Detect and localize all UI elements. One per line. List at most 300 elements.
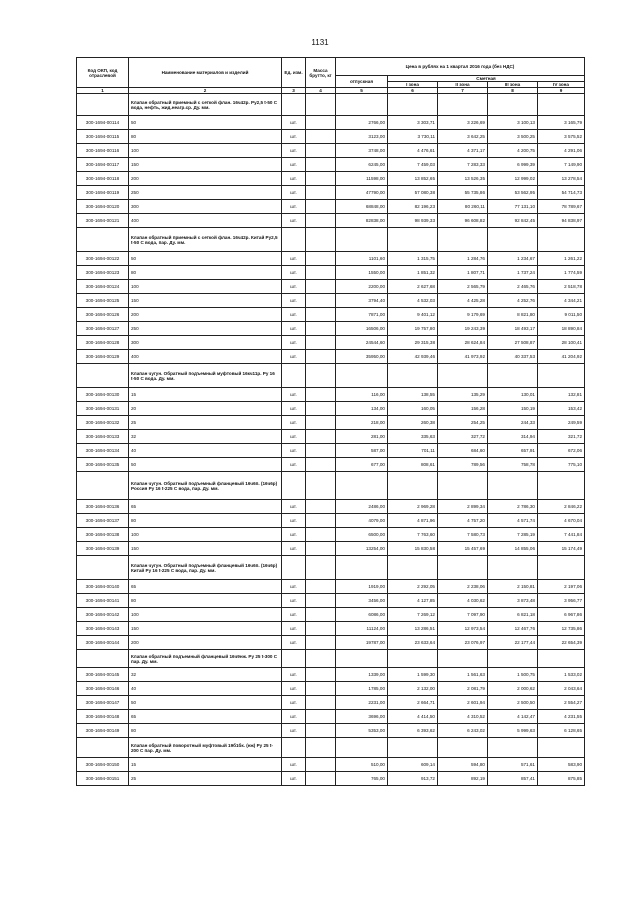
group-title-row: [77, 556, 585, 580]
cell-zone-1: 335,63: [388, 430, 438, 444]
table-row: [77, 622, 585, 636]
cell-unit: шт.: [282, 542, 306, 556]
cell-code: 300-1694-00127: [77, 322, 129, 336]
cell-size: 65: [129, 500, 282, 514]
table-row: [77, 608, 585, 622]
table-row: [77, 710, 585, 724]
cell-zone-4: 2 554,27: [538, 696, 585, 710]
header-estimate: Сметная: [388, 76, 585, 82]
cell-zone-3: 6 821,18: [488, 608, 538, 622]
cell-release-price: 11124,00: [336, 622, 388, 636]
cell-zone-2: 19 243,39: [438, 322, 488, 336]
cell-zone-4: 775,10: [538, 458, 585, 472]
cell-code: 300-1694-00149: [77, 724, 129, 738]
cell-size: 25: [129, 772, 282, 786]
table-row: [77, 430, 585, 444]
group-empty-cell: [388, 472, 438, 500]
cell-zone-1: 4 476,61: [388, 144, 438, 158]
cell-unit: шт.: [282, 214, 306, 228]
cell-zone-4: 2 846,22: [538, 500, 585, 514]
cell-zone-1: 23 633,64: [388, 636, 438, 650]
cell-size: 300: [129, 200, 282, 214]
group-empty-cell: [388, 556, 438, 580]
table-row: [77, 402, 585, 416]
cell-zone-4: 41 204,92: [538, 350, 585, 364]
cell-code: 300-1694-00143: [77, 622, 129, 636]
cell-zone-2: 1 561,63: [438, 668, 488, 682]
cell-size: 400: [129, 214, 282, 228]
table-row: [77, 172, 585, 186]
cell-mass: [306, 416, 336, 430]
group-empty-cell: [538, 650, 585, 668]
group-empty-cell: [388, 650, 438, 668]
cell-unit: шт.: [282, 130, 306, 144]
cell-unit: шт.: [282, 668, 306, 682]
group-empty-cell: [282, 94, 306, 116]
group-empty-cell: [336, 738, 388, 758]
cell-mass: [306, 710, 336, 724]
cell-size: 20: [129, 402, 282, 416]
cell-release-price: 6245,00: [336, 158, 388, 172]
table-header: [77, 58, 585, 94]
cell-mass: [306, 322, 336, 336]
cell-zone-4: 22 654,39: [538, 636, 585, 650]
cell-code: 300-1694-00121: [77, 214, 129, 228]
cell-unit: шт.: [282, 388, 306, 402]
cell-code: 300-1694-00117: [77, 158, 129, 172]
table-row: [77, 158, 585, 172]
cell-unit: шт.: [282, 266, 306, 280]
group-empty-cell: [488, 94, 538, 116]
cell-release-price: 2766,00: [336, 116, 388, 130]
cell-zone-3: 314,94: [488, 430, 538, 444]
cell-zone-1: 9 401,12: [388, 308, 438, 322]
cell-code: 300-1694-00138: [77, 528, 129, 542]
group-empty-cell: [282, 650, 306, 668]
group-title: Клапан чугун. Обратный подъемный муфтовый 16кч11р. Ру 16 t-50 С вода. Ду. мм.: [129, 364, 282, 388]
header-zone-2: II зона: [438, 82, 488, 88]
cell-size: 80: [129, 130, 282, 144]
table-row: [77, 594, 585, 608]
cell-zone-2: 4 030,62: [438, 594, 488, 608]
cell-size: 100: [129, 528, 282, 542]
cell-zone-2: 4 425,28: [438, 294, 488, 308]
cell-size: 50: [129, 252, 282, 266]
cell-mass: [306, 514, 336, 528]
cell-zone-3: 77 131,10: [488, 200, 538, 214]
cell-zone-4: 6 967,86: [538, 608, 585, 622]
cell-zone-2: 684,60: [438, 444, 488, 458]
cell-zone-3: 1 500,75: [488, 668, 538, 682]
cell-zone-3: 150,19: [488, 402, 538, 416]
cell-size: 150: [129, 622, 282, 636]
cell-zone-3: 2 150,81: [488, 580, 538, 594]
cell-mass: [306, 444, 336, 458]
cell-mass: [306, 144, 336, 158]
cell-zone-1: 4 127,85: [388, 594, 438, 608]
table-body: [77, 94, 585, 786]
cell-release-price: 68848,00: [336, 200, 388, 214]
cell-release-price: 3456,00: [336, 594, 388, 608]
cell-zone-3: 92 842,45: [488, 214, 538, 228]
table-row: [77, 280, 585, 294]
cell-unit: шт.: [282, 158, 306, 172]
cell-mass: [306, 636, 336, 650]
group-empty-cell: [282, 738, 306, 758]
cell-code: 300-1694-00115: [77, 130, 129, 144]
cell-zone-2: 2 238,06: [438, 580, 488, 594]
group-title-row: [77, 650, 585, 668]
cell-mass: [306, 308, 336, 322]
cell-zone-1: 82 196,23: [388, 200, 438, 214]
group-empty-cell: [438, 228, 488, 252]
group-empty-cell: [336, 94, 388, 116]
table-row: [77, 458, 585, 472]
cell-zone-1: 4 414,50: [388, 710, 438, 724]
cell-release-price: 47790,00: [336, 186, 388, 200]
cell-zone-4: 249,59: [538, 416, 585, 430]
cell-mass: [306, 696, 336, 710]
cell-unit: шт.: [282, 696, 306, 710]
table-row: [77, 252, 585, 266]
cell-code: 300-1694-00130: [77, 388, 129, 402]
cell-zone-3: 12 467,76: [488, 622, 538, 636]
cell-zone-4: 7 149,90: [538, 158, 585, 172]
group-code-cell: [77, 650, 129, 668]
cell-release-price: 1101,60: [336, 252, 388, 266]
cell-mass: [306, 402, 336, 416]
cell-zone-1: 4 532,03: [388, 294, 438, 308]
group-code-cell: [77, 472, 129, 500]
group-empty-cell: [388, 228, 438, 252]
group-empty-cell: [538, 738, 585, 758]
cell-size: 150: [129, 294, 282, 308]
cell-unit: шт.: [282, 724, 306, 738]
cell-release-price: 3794,40: [336, 294, 388, 308]
cell-release-price: 677,00: [336, 458, 388, 472]
group-empty-cell: [306, 228, 336, 252]
cell-code: 300-1694-00125: [77, 294, 129, 308]
cell-zone-3: 18 493,17: [488, 322, 538, 336]
cell-zone-1: 1 851,32: [388, 266, 438, 280]
cell-release-price: 6500,00: [336, 528, 388, 542]
cell-zone-4: 321,72: [538, 430, 585, 444]
cell-code: 300-1694-00122: [77, 252, 129, 266]
cell-unit: шт.: [282, 758, 306, 772]
cell-release-price: 82838,00: [336, 214, 388, 228]
price-table: [76, 57, 585, 786]
cell-mass: [306, 252, 336, 266]
header-num: 7: [438, 88, 488, 94]
cell-size: 150: [129, 542, 282, 556]
cell-release-price: 1339,00: [336, 668, 388, 682]
cell-zone-4: 6 128,65: [538, 724, 585, 738]
group-empty-cell: [306, 472, 336, 500]
cell-mass: [306, 336, 336, 350]
header-num: 5: [336, 88, 388, 94]
group-empty-cell: [538, 94, 585, 116]
cell-zone-3: 6 999,39: [488, 158, 538, 172]
cell-mass: [306, 500, 336, 514]
cell-code: 300-1694-00139: [77, 542, 129, 556]
cell-zone-1: 260,38: [388, 416, 438, 430]
cell-mass: [306, 214, 336, 228]
cell-mass: [306, 430, 336, 444]
cell-code: 300-1694-00118: [77, 172, 129, 186]
cell-unit: шт.: [282, 308, 306, 322]
cell-zone-4: 94 838,97: [538, 214, 585, 228]
cell-zone-3: 12 999,02: [488, 172, 538, 186]
cell-code: 300-1694-00114: [77, 116, 129, 130]
header-mass: Масса брутто, кг: [306, 58, 336, 88]
cell-zone-3: 657,91: [488, 444, 538, 458]
cell-zone-2: 12 973,54: [438, 622, 488, 636]
cell-zone-4: 583,90: [538, 758, 585, 772]
cell-unit: шт.: [282, 402, 306, 416]
table-row: [77, 580, 585, 594]
cell-zone-2: 1 284,76: [438, 252, 488, 266]
cell-size: 80: [129, 266, 282, 280]
cell-zone-2: 6 243,02: [438, 724, 488, 738]
cell-release-price: 3696,00: [336, 710, 388, 724]
cell-code: 300-1694-00129: [77, 350, 129, 364]
cell-zone-2: 1 807,71: [438, 266, 488, 280]
cell-mass: [306, 772, 336, 786]
cell-zone-1: 2 627,68: [388, 280, 438, 294]
cell-code: 300-1694-00131: [77, 402, 129, 416]
header-num: 8: [488, 88, 538, 94]
cell-size: 25: [129, 416, 282, 430]
cell-zone-4: 3 165,79: [538, 116, 585, 130]
cell-zone-4: 2 518,78: [538, 280, 585, 294]
cell-size: 400: [129, 350, 282, 364]
cell-zone-3: 14 855,06: [488, 542, 538, 556]
cell-zone-3: 3 500,25: [488, 130, 538, 144]
cell-unit: шт.: [282, 172, 306, 186]
table-row: [77, 500, 585, 514]
cell-mass: [306, 668, 336, 682]
cell-code: 300-1694-00128: [77, 336, 129, 350]
table-row: [77, 444, 585, 458]
table-row: [77, 682, 585, 696]
cell-mass: [306, 186, 336, 200]
cell-code: 300-1694-00135: [77, 458, 129, 472]
cell-zone-1: 13 286,51: [388, 622, 438, 636]
cell-zone-4: 1 261,22: [538, 252, 585, 266]
group-empty-cell: [438, 650, 488, 668]
header-num: 2: [129, 88, 282, 94]
header-num: 4: [306, 88, 336, 94]
group-empty-cell: [336, 556, 388, 580]
cell-mass: [306, 116, 336, 130]
cell-zone-3: 2 000,62: [488, 682, 538, 696]
cell-zone-3: 22 177,44: [488, 636, 538, 650]
cell-unit: шт.: [282, 144, 306, 158]
group-empty-cell: [388, 738, 438, 758]
cell-zone-4: 18 890,84: [538, 322, 585, 336]
cell-zone-1: 98 939,33: [388, 214, 438, 228]
cell-release-price: 2231,00: [336, 696, 388, 710]
cell-zone-3: 857,41: [488, 772, 538, 786]
group-title: Клапан обратный подъемный фланцевый 16ч9нж. Ру 25 t-300 С пар. Ду. мм.: [129, 650, 282, 668]
cell-release-price: 7871,00: [336, 308, 388, 322]
group-title: Клапан обратный приемный с сеткой флан. 16ч42р. Китай Ру2,5 t-50 С вода, пар. Ду. мм.: [129, 228, 282, 252]
cell-code: 300-1694-00150: [77, 758, 129, 772]
cell-mass: [306, 388, 336, 402]
cell-zone-4: 54 714,73: [538, 186, 585, 200]
cell-size: 300: [129, 336, 282, 350]
cell-unit: шт.: [282, 294, 306, 308]
cell-mass: [306, 458, 336, 472]
cell-zone-2: 2 565,79: [438, 280, 488, 294]
group-title: Клапан чугун. Обратный подъемный фланцевый 16ч6п. (16ч6р) Россия Ру 16 t-225 С вода, пар. Ду. мм.: [129, 472, 282, 500]
cell-zone-1: 4 871,96: [388, 514, 438, 528]
table-row: [77, 336, 585, 350]
cell-zone-1: 1 599,30: [388, 668, 438, 682]
page-number: 1131: [311, 38, 329, 47]
cell-zone-2: 4 757,20: [438, 514, 488, 528]
cell-release-price: 3123,00: [336, 130, 388, 144]
cell-zone-1: 13 852,65: [388, 172, 438, 186]
group-title: Клапан обратный приемный с сеткой флан. 16ч42р. Ру2,5 t-50 С вода, нефть, жид.неагр.ср. Ду. мм.: [129, 94, 282, 116]
cell-unit: шт.: [282, 622, 306, 636]
cell-unit: шт.: [282, 682, 306, 696]
cell-zone-3: 4 571,74: [488, 514, 538, 528]
cell-mass: [306, 682, 336, 696]
cell-zone-2: 2 899,34: [438, 500, 488, 514]
table-row: [77, 116, 585, 130]
cell-zone-2: 28 624,84: [438, 336, 488, 350]
cell-size: 65: [129, 580, 282, 594]
cell-zone-2: 789,56: [438, 458, 488, 472]
cell-unit: шт.: [282, 528, 306, 542]
cell-zone-4: 4 344,21: [538, 294, 585, 308]
cell-zone-1: 2 132,00: [388, 682, 438, 696]
group-title-row: [77, 738, 585, 758]
cell-release-price: 1785,00: [336, 682, 388, 696]
cell-unit: шт.: [282, 580, 306, 594]
cell-zone-2: 594,80: [438, 758, 488, 772]
header-num: 3: [282, 88, 306, 94]
cell-mass: [306, 266, 336, 280]
cell-code: 300-1694-00144: [77, 636, 129, 650]
cell-release-price: 1550,00: [336, 266, 388, 280]
cell-code: 300-1694-00137: [77, 514, 129, 528]
cell-mass: [306, 724, 336, 738]
cell-zone-3: 1 737,24: [488, 266, 538, 280]
cell-zone-4: 78 789,67: [538, 200, 585, 214]
group-empty-cell: [538, 556, 585, 580]
cell-code: 300-1694-00119: [77, 186, 129, 200]
cell-mass: [306, 608, 336, 622]
cell-size: 100: [129, 608, 282, 622]
cell-unit: шт.: [282, 444, 306, 458]
cell-mass: [306, 200, 336, 214]
cell-release-price: 218,00: [336, 416, 388, 430]
group-title: Клапан чугун. Обратный подъемный фланцевый 16ч6п. (16ч6р) Китай Ру 16 t-225 С вода, пар. Ду. мм.: [129, 556, 282, 580]
cell-unit: шт.: [282, 200, 306, 214]
cell-zone-2: 55 735,86: [438, 186, 488, 200]
group-empty-cell: [488, 650, 538, 668]
cell-size: 32: [129, 430, 282, 444]
cell-code: 300-1694-00147: [77, 696, 129, 710]
cell-unit: шт.: [282, 608, 306, 622]
cell-zone-2: 156,28: [438, 402, 488, 416]
cell-unit: шт.: [282, 514, 306, 528]
cell-zone-3: 4 252,76: [488, 294, 538, 308]
cell-zone-3: 571,61: [488, 758, 538, 772]
cell-unit: шт.: [282, 116, 306, 130]
cell-zone-2: 254,25: [438, 416, 488, 430]
cell-release-price: 11598,00: [336, 172, 388, 186]
header-zone-1: I зона: [388, 82, 438, 88]
cell-zone-4: 875,85: [538, 772, 585, 786]
group-empty-cell: [538, 472, 585, 500]
cell-size: 50: [129, 696, 282, 710]
table-row: [77, 758, 585, 772]
cell-zone-2: 7 097,90: [438, 608, 488, 622]
cell-zone-4: 7 441,84: [538, 528, 585, 542]
cell-unit: шт.: [282, 322, 306, 336]
cell-mass: [306, 622, 336, 636]
group-title-row: [77, 228, 585, 252]
cell-zone-3: 2 500,50: [488, 696, 538, 710]
cell-zone-2: 9 179,69: [438, 308, 488, 322]
cell-size: 250: [129, 322, 282, 336]
cell-zone-3: 4 142,47: [488, 710, 538, 724]
cell-zone-3: 5 999,63: [488, 724, 538, 738]
group-title-row: [77, 364, 585, 388]
header-zone-3: III зона: [488, 82, 538, 88]
cell-zone-2: 892,19: [438, 772, 488, 786]
cell-mass: [306, 528, 336, 542]
group-empty-cell: [438, 556, 488, 580]
cell-release-price: 281,00: [336, 430, 388, 444]
cell-zone-4: 9 011,50: [538, 308, 585, 322]
cell-code: 300-1694-00136: [77, 500, 129, 514]
table-row: [77, 388, 585, 402]
group-title-row: [77, 94, 585, 116]
cell-zone-4: 3 575,52: [538, 130, 585, 144]
cell-unit: шт.: [282, 772, 306, 786]
group-empty-cell: [388, 94, 438, 116]
cell-release-price: 765,00: [336, 772, 388, 786]
cell-release-price: 19787,00: [336, 636, 388, 650]
table-row: [77, 636, 585, 650]
cell-code: 300-1694-00123: [77, 266, 129, 280]
cell-zone-4: 28 100,41: [538, 336, 585, 350]
cell-zone-1: 19 757,80: [388, 322, 438, 336]
header-num: 1: [77, 88, 129, 94]
cell-unit: шт.: [282, 458, 306, 472]
cell-zone-2: 7 283,33: [438, 158, 488, 172]
cell-unit: шт.: [282, 430, 306, 444]
table-row: [77, 668, 585, 682]
cell-code: 300-1694-00120: [77, 200, 129, 214]
group-title: Клапан обратный поворотный муфтовый 19б1бк. (нж) Ру 25 t-200 С пар. Ду. мм.: [129, 738, 282, 758]
header-price-title: Цена в рублях на 1 квартал 2016 года (без НДС): [336, 58, 585, 76]
cell-size: 150: [129, 158, 282, 172]
cell-zone-4: 672,06: [538, 444, 585, 458]
cell-unit: шт.: [282, 336, 306, 350]
group-empty-cell: [336, 364, 388, 388]
cell-size: 40: [129, 682, 282, 696]
header-name: Наименование материалов и изделий: [129, 58, 282, 88]
cell-release-price: 2486,00: [336, 500, 388, 514]
cell-mass: [306, 350, 336, 364]
cell-release-price: 2200,00: [336, 280, 388, 294]
cell-zone-4: 2 043,64: [538, 682, 585, 696]
